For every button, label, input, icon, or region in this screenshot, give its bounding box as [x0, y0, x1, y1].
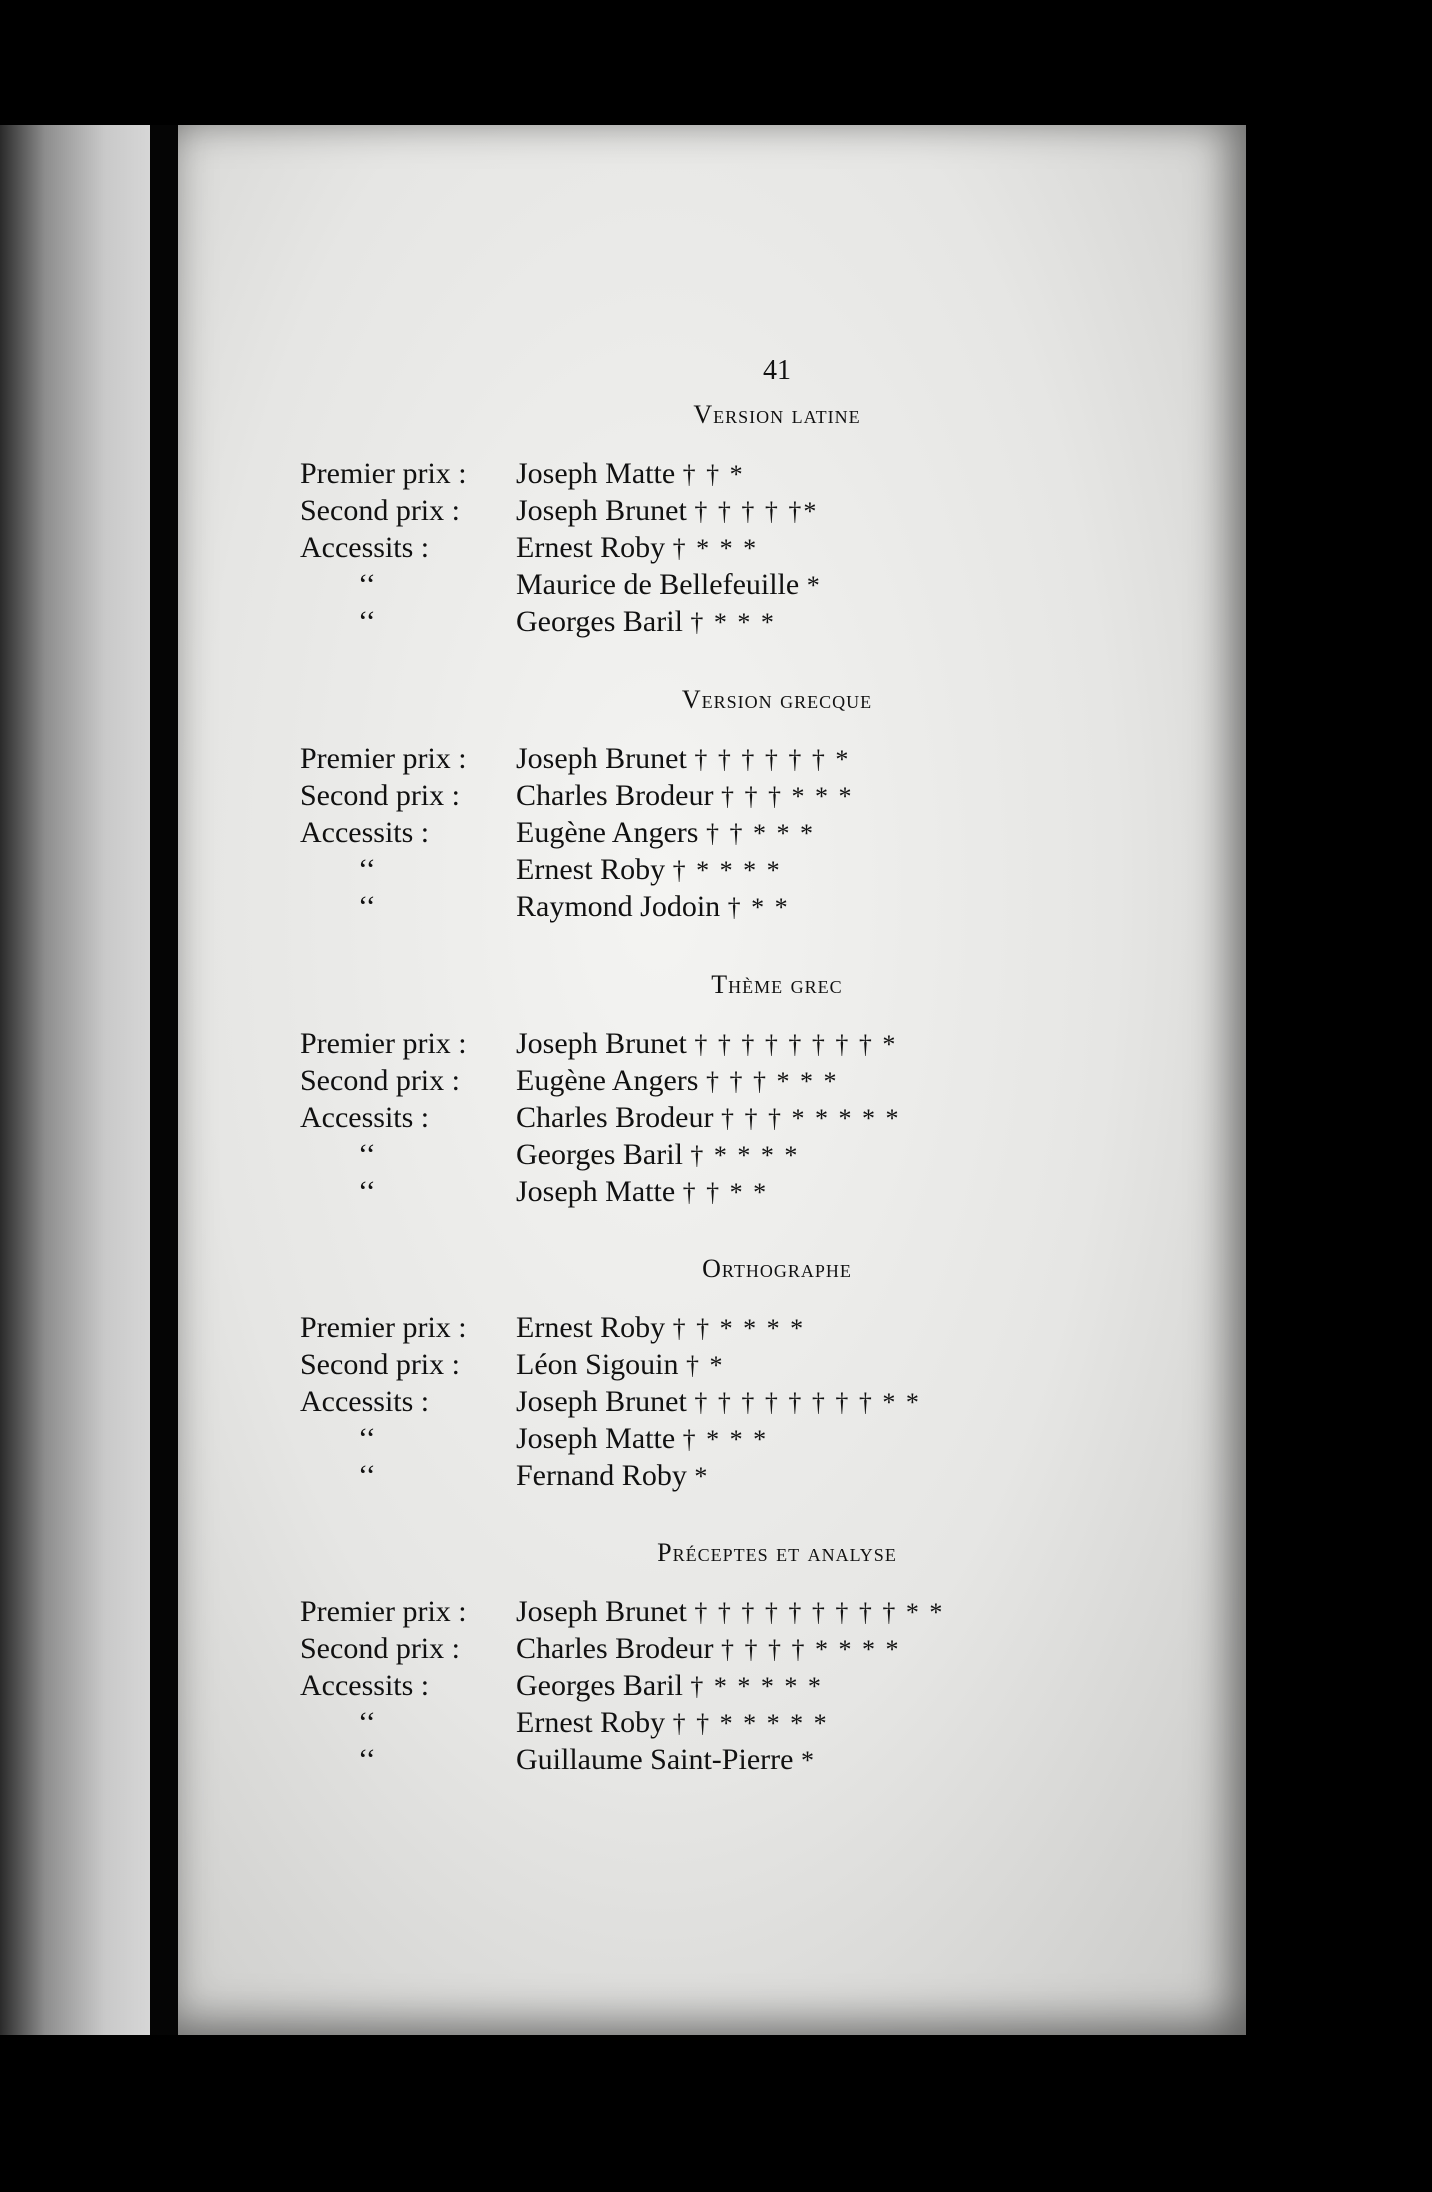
student-name: Georges Baril: [516, 1669, 683, 1702]
prize-label: Second prix :: [300, 1348, 460, 1381]
prize-row: [178, 1457, 1246, 1494]
distinction-marks: † † † * * *: [720, 782, 854, 811]
distinction-marks: † † * * * *: [672, 1314, 806, 1343]
prize-row: [178, 455, 1246, 492]
prize-row: [178, 1741, 1246, 1778]
student-name: Joseph Brunet: [516, 494, 687, 527]
prize-label: Accessits :: [300, 1101, 430, 1134]
distinction-marks: † † *: [682, 460, 745, 489]
prize-row: [178, 1099, 1246, 1136]
student-name: Joseph Matte: [516, 1175, 676, 1208]
distinction-marks: † † † † † † † † * *: [694, 1388, 921, 1417]
student-name-line: [516, 492, 818, 530]
section-title: Orthographe: [702, 1254, 852, 1283]
student-name: Charles Brodeur: [516, 779, 714, 812]
distinction-marks: † † * *: [682, 1178, 769, 1207]
prize-row: [178, 1346, 1246, 1383]
student-name: Joseph Matte: [516, 1422, 676, 1455]
student-name: Charles Brodeur: [516, 1632, 714, 1665]
student-name: Guillaume Saint-Pierre: [516, 1743, 794, 1776]
student-name: Joseph Brunet: [516, 1027, 687, 1060]
prize-row: [178, 492, 1246, 529]
prize-row: [178, 1704, 1246, 1741]
student-name-line: [516, 1667, 823, 1705]
student-name-line: [516, 1346, 725, 1384]
prize-label: Second prix :: [300, 1632, 460, 1665]
distinction-marks: † * * *: [672, 534, 759, 563]
prize-row: [178, 851, 1246, 888]
distinction-marks: † † † † † † *: [694, 745, 851, 774]
student-name-line: [516, 1741, 816, 1779]
distinction-marks: † † † † †*: [694, 497, 819, 526]
student-name: Raymond Jodoin: [516, 890, 721, 923]
student-name: Maurice de Bellefeuille: [516, 568, 800, 601]
distinction-marks: *: [806, 571, 822, 600]
prize-row: [178, 1136, 1246, 1173]
prize-row: [178, 1062, 1246, 1099]
prize-label: ‘‘: [358, 1175, 376, 1208]
student-name: Joseph Brunet: [516, 742, 687, 775]
prize-section: [178, 395, 1246, 640]
prize-label: ‘‘: [358, 1743, 376, 1776]
student-name-line: [516, 1593, 944, 1631]
distinction-marks: † * *: [727, 893, 790, 922]
student-name: Ernest Roby: [516, 531, 666, 564]
prize-label: Premier prix :: [300, 457, 467, 490]
book-gutter: [150, 125, 178, 2035]
student-name-line: [516, 1457, 709, 1495]
student-name-line: [516, 529, 758, 567]
prize-label: ‘‘: [358, 605, 376, 638]
prize-label: Second prix :: [300, 779, 460, 812]
prize-row: [178, 1173, 1246, 1210]
document-page: [178, 125, 1246, 2035]
student-name-line: [516, 740, 850, 778]
student-name-line: [516, 1025, 897, 1063]
prize-label: ‘‘: [358, 853, 376, 886]
distinction-marks: † † † † † † † † † * *: [694, 1598, 945, 1627]
distinction-marks: † * * *: [690, 608, 776, 637]
prize-row: [178, 566, 1246, 603]
student-name: Joseph Brunet: [516, 1595, 687, 1628]
student-name-line: [516, 455, 745, 493]
student-name: Fernand Roby: [516, 1459, 687, 1492]
prize-row: [178, 529, 1246, 566]
student-name: Joseph Brunet: [516, 1385, 687, 1418]
prize-label: Accessits :: [300, 531, 430, 564]
distinction-marks: † * * * *: [690, 1141, 800, 1170]
prize-row: [178, 777, 1246, 814]
prize-row: [178, 1630, 1246, 1667]
student-name-line: [516, 566, 822, 604]
prize-label: Premier prix :: [300, 1027, 467, 1060]
student-name: Ernest Roby: [516, 1706, 666, 1739]
prize-label: Premier prix :: [300, 1595, 467, 1628]
distinction-marks: † † † † * * * *: [720, 1635, 901, 1664]
student-name-line: [516, 603, 776, 641]
distinction-marks: † † † * * *: [705, 1067, 839, 1096]
student-name: Eugène Angers: [516, 1064, 699, 1097]
student-name: Joseph Matte: [516, 457, 676, 490]
student-name: Charles Brodeur: [516, 1101, 714, 1134]
student-name-line: [516, 1704, 829, 1742]
prize-row: [178, 814, 1246, 851]
distinction-marks: † † * * *: [705, 819, 815, 848]
prize-label: ‘‘: [358, 890, 376, 923]
student-name-line: [516, 888, 790, 926]
prize-label: Premier prix :: [300, 742, 467, 775]
section-title: Thème grec: [711, 970, 843, 999]
prize-row: [178, 1420, 1246, 1457]
distinction-marks: † * * * *: [672, 856, 782, 885]
distinction-marks: *: [800, 1746, 816, 1775]
prize-label: ‘‘: [358, 1706, 376, 1739]
student-name: Georges Baril: [516, 605, 683, 638]
prize-label: Premier prix :: [300, 1311, 467, 1344]
prize-row: [178, 1593, 1246, 1630]
page-number: 41: [763, 355, 791, 386]
prize-section: [178, 680, 1246, 925]
student-name: Ernest Roby: [516, 853, 666, 886]
prize-label: Accessits :: [300, 1669, 430, 1702]
prize-row: [178, 1383, 1246, 1420]
prize-label: ‘‘: [358, 1422, 376, 1455]
distinction-marks: † † † * * * * *: [720, 1104, 901, 1133]
facing-page-edge: [0, 125, 150, 2035]
student-name-line: [516, 777, 853, 815]
student-name: Eugène Angers: [516, 816, 699, 849]
student-name-line: [516, 1062, 838, 1100]
prize-label: ‘‘: [358, 1138, 376, 1171]
prize-label: Accessits :: [300, 816, 430, 849]
student-name-line: [516, 851, 782, 889]
prize-row: [178, 603, 1246, 640]
prize-row: [178, 1025, 1246, 1062]
distinction-marks: † * * *: [682, 1425, 769, 1454]
prize-row: [178, 1667, 1246, 1704]
distinction-marks: † † † † † † † † *: [694, 1030, 898, 1059]
student-name: Georges Baril: [516, 1138, 683, 1171]
student-name-line: [516, 814, 815, 852]
distinction-marks: † † * * * * *: [672, 1709, 829, 1738]
prize-label: ‘‘: [358, 1459, 376, 1492]
section-title: Version latine: [693, 400, 861, 429]
distinction-marks: † * * * * *: [690, 1672, 823, 1701]
distinction-marks: *: [694, 1462, 710, 1491]
prize-row: [178, 1309, 1246, 1346]
student-name-line: [516, 1173, 768, 1211]
student-name-line: [516, 1309, 805, 1347]
prize-label: Second prix :: [300, 494, 460, 527]
student-name: Ernest Roby: [516, 1311, 666, 1344]
prize-row: [178, 740, 1246, 777]
student-name-line: [516, 1383, 921, 1421]
section-title: Version grecque: [681, 685, 873, 714]
prize-label: ‘‘: [358, 568, 376, 601]
prize-section: [178, 965, 1246, 1210]
section-title: Préceptes et analyse: [657, 1538, 897, 1567]
student-name-line: [516, 1630, 900, 1668]
distinction-marks: † *: [686, 1351, 725, 1380]
student-name: Léon Sigouin: [516, 1348, 679, 1381]
prize-label: Accessits :: [300, 1385, 430, 1418]
student-name-line: [516, 1420, 768, 1458]
prize-label: Second prix :: [300, 1064, 460, 1097]
prize-row: [178, 888, 1246, 925]
prize-section: [178, 1249, 1246, 1494]
student-name-line: [516, 1136, 799, 1174]
prize-section: [178, 1533, 1246, 1778]
student-name-line: [516, 1099, 900, 1137]
